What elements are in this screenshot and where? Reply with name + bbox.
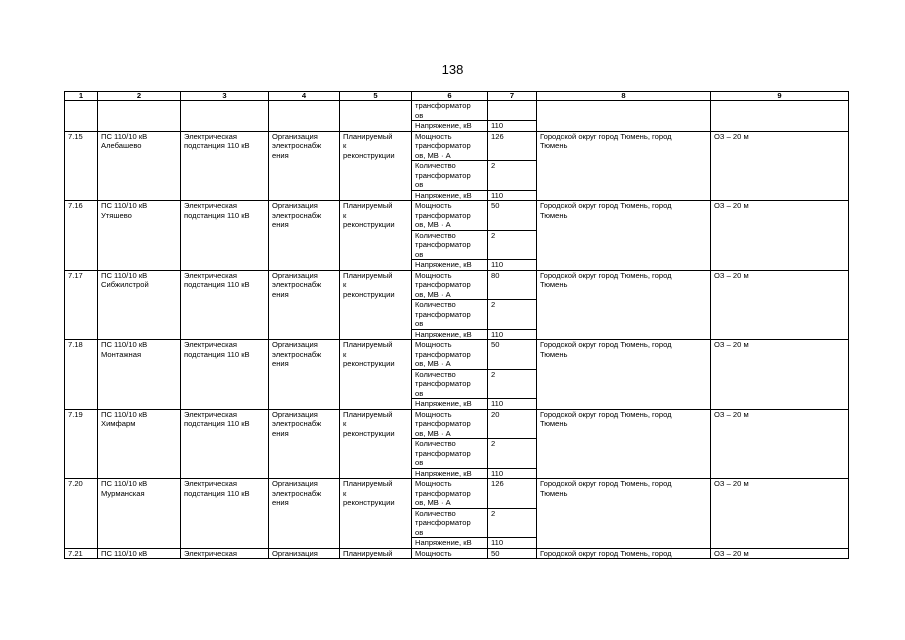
table-row — [65, 131, 849, 161]
cell-purpose: Организация электроснабж ения — [269, 340, 340, 410]
cell-param: Количество трансформатор ов — [412, 369, 488, 399]
cell-type — [181, 101, 269, 132]
cell-value: 2 — [488, 300, 537, 330]
cell-name: ПС 110/10 кВ Монтажная — [98, 340, 181, 410]
col-header: 8 — [537, 92, 711, 101]
col-header: 3 — [181, 92, 269, 101]
table-row — [65, 101, 849, 121]
cell-location — [537, 101, 711, 132]
cell-num — [65, 101, 98, 132]
cell-location: Городской округ город Тюмень, город Тюмень — [537, 409, 711, 479]
cell-param: Напряжение, кВ — [412, 468, 488, 479]
col-header: 6 — [412, 92, 488, 101]
cell-location: Городской округ город Тюмень, город Тюмень — [537, 270, 711, 340]
cell-purpose: Организация электроснабж ения — [269, 270, 340, 340]
cell-status: Планируемый к реконструкции — [340, 340, 412, 410]
cell-purpose: Организация электроснабж ения — [269, 201, 340, 271]
cell-zone: ОЗ – 20 м — [711, 340, 849, 410]
cell-value: 80 — [488, 270, 537, 300]
cell-purpose: Организация электроснабж ения — [269, 409, 340, 479]
cell-num: 7.17 — [65, 270, 98, 340]
cell-purpose: Организация электроснабж ения — [269, 479, 340, 549]
cell-param: Количество трансформатор ов — [412, 439, 488, 469]
table-row — [65, 548, 849, 559]
cell-type: Электрическая подстанция 110 кВ — [181, 479, 269, 549]
cell-value: 110 — [488, 329, 537, 340]
cell-name: ПС 110/10 кВ Утяшево — [98, 201, 181, 271]
cell-param: Мощность — [412, 548, 488, 559]
col-header: 5 — [340, 92, 412, 101]
cell-value: 50 — [488, 340, 537, 370]
cell-name — [98, 101, 181, 132]
cell-param: Количество трансформатор ов — [412, 508, 488, 538]
table-row — [65, 270, 849, 300]
cell-param: Количество трансформатор ов — [412, 300, 488, 330]
cell-zone: ОЗ – 20 м — [711, 479, 849, 549]
cell-param: трансформатор ов — [412, 101, 488, 121]
cell-type: Электрическая подстанция 110 кВ — [181, 409, 269, 479]
cell-location: Городской округ город Тюмень, город — [537, 548, 711, 559]
cell-name: ПС 110/10 кВ Алебашево — [98, 131, 181, 201]
header-row — [65, 92, 849, 101]
table-row — [65, 479, 849, 509]
cell-zone: ОЗ – 20 м — [711, 409, 849, 479]
cell-value: 2 — [488, 369, 537, 399]
cell-status: Планируемый к реконструкции — [340, 131, 412, 201]
cell-param: Напряжение, кВ — [412, 538, 488, 549]
col-header: 7 — [488, 92, 537, 101]
cell-value: 2 — [488, 161, 537, 191]
cell-value: 50 — [488, 548, 537, 559]
cell-status — [340, 101, 412, 132]
cell-name: ПС 110/10 кВ Сибжилстрой — [98, 270, 181, 340]
cell-param: Мощность трансформатор ов, МВ · А — [412, 131, 488, 161]
cell-type: Электрическая подстанция 110 кВ — [181, 201, 269, 271]
cell-status: Планируемый к реконструкции — [340, 479, 412, 549]
cell-zone: ОЗ – 20 м — [711, 270, 849, 340]
cell-num: 7.19 — [65, 409, 98, 479]
cell-value: 110 — [488, 468, 537, 479]
cell-location: Городской округ город Тюмень, город Тюмень — [537, 201, 711, 271]
cell-value: 20 — [488, 409, 537, 439]
cell-param: Количество трансформатор ов — [412, 230, 488, 260]
cell-param: Напряжение, кВ — [412, 399, 488, 410]
cell-location: Городской округ город Тюмень, город Тюмень — [537, 479, 711, 549]
cell-value — [488, 101, 537, 121]
cell-value: 2 — [488, 508, 537, 538]
cell-num: 7.15 — [65, 131, 98, 201]
cell-type: Электрическая — [181, 548, 269, 559]
cell-purpose — [269, 101, 340, 132]
table-row — [65, 340, 849, 370]
cell-param: Количество трансформатор ов — [412, 161, 488, 191]
col-header: 4 — [269, 92, 340, 101]
cell-param: Мощность трансформатор ов, МВ · А — [412, 409, 488, 439]
cell-status: Планируемый к реконструкции — [340, 409, 412, 479]
cell-value: 2 — [488, 439, 537, 469]
cell-purpose: Организация электроснабж ения — [269, 131, 340, 201]
cell-value: 126 — [488, 131, 537, 161]
table-row — [65, 409, 849, 439]
facilities-table — [64, 91, 849, 559]
page-number: 138 — [441, 62, 464, 77]
cell-param: Напряжение, кВ — [412, 121, 488, 132]
cell-value: 110 — [488, 260, 537, 271]
cell-name: ПС 110/10 кВ Химфарм — [98, 409, 181, 479]
cell-value: 110 — [488, 538, 537, 549]
cell-value: 110 — [488, 399, 537, 410]
cell-num: 7.18 — [65, 340, 98, 410]
cell-status: Планируемый к реконструкции — [340, 201, 412, 271]
cell-status: Планируемый — [340, 548, 412, 559]
cell-value: 110 — [488, 121, 537, 132]
cell-type: Электрическая подстанция 110 кВ — [181, 270, 269, 340]
cell-value: 126 — [488, 479, 537, 509]
cell-param: Напряжение, кВ — [412, 329, 488, 340]
cell-name: ПС 110/10 кВ — [98, 548, 181, 559]
cell-type: Электрическая подстанция 110 кВ — [181, 340, 269, 410]
cell-zone: ОЗ – 20 м — [711, 548, 849, 559]
col-header: 2 — [98, 92, 181, 101]
cell-param: Мощность трансформатор ов, МВ · А — [412, 340, 488, 370]
table-row — [65, 201, 849, 231]
cell-param: Мощность трансформатор ов, МВ · А — [412, 270, 488, 300]
cell-zone: ОЗ – 20 м — [711, 201, 849, 271]
cell-purpose: Организация — [269, 548, 340, 559]
cell-num: 7.20 — [65, 479, 98, 549]
cell-num: 7.21 — [65, 548, 98, 559]
cell-param: Напряжение, кВ — [412, 190, 488, 201]
cell-param: Напряжение, кВ — [412, 260, 488, 271]
cell-num: 7.16 — [65, 201, 98, 271]
cell-status: Планируемый к реконструкции — [340, 270, 412, 340]
cell-param: Мощность трансформатор ов, МВ · А — [412, 479, 488, 509]
cell-type: Электрическая подстанция 110 кВ — [181, 131, 269, 201]
cell-name: ПС 110/10 кВ Мурманская — [98, 479, 181, 549]
cell-location: Городской округ город Тюмень, город Тюмень — [537, 340, 711, 410]
cell-zone: ОЗ – 20 м — [711, 131, 849, 201]
cell-value: 2 — [488, 230, 537, 260]
cell-param: Мощность трансформатор ов, МВ · А — [412, 201, 488, 231]
cell-value: 50 — [488, 201, 537, 231]
col-header: 9 — [711, 92, 849, 101]
cell-zone — [711, 101, 849, 132]
cell-location: Городской округ город Тюмень, город Тюмень — [537, 131, 711, 201]
cell-value: 110 — [488, 190, 537, 201]
col-header: 1 — [65, 92, 98, 101]
